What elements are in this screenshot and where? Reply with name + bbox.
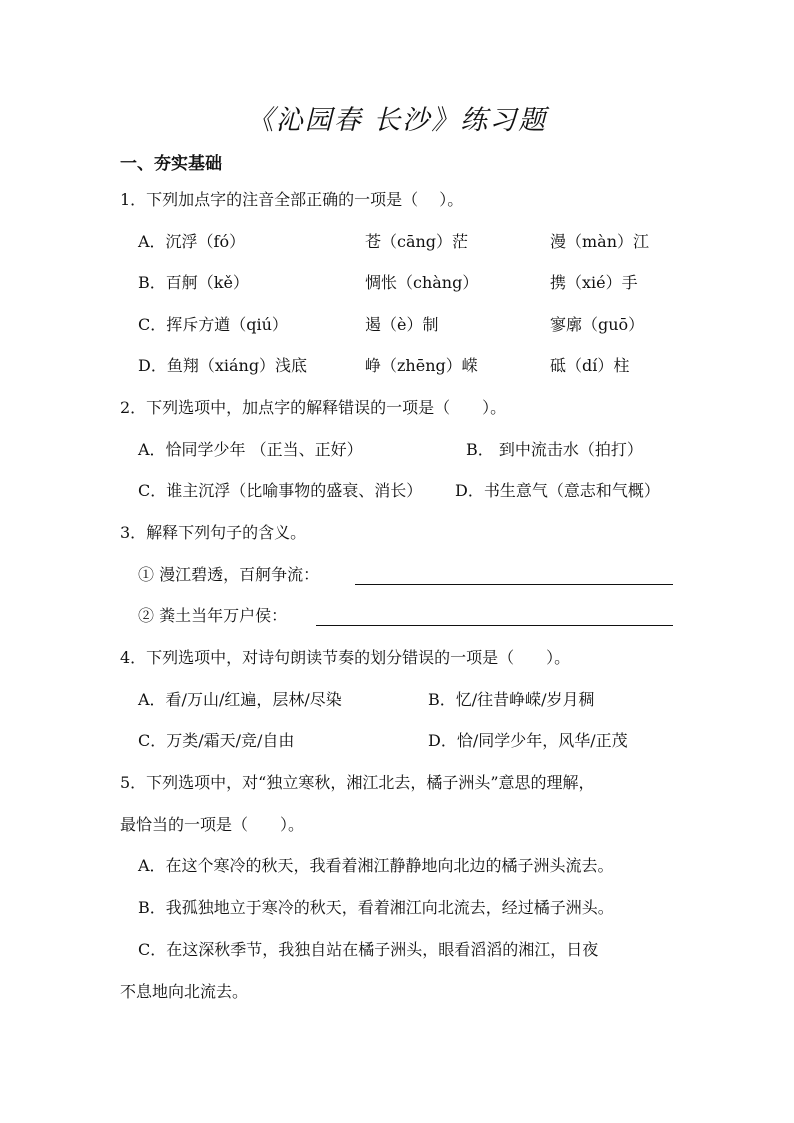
q5-option-c-line-2: 不息地向北流去。	[120, 982, 249, 1001]
question-3-stem: 3．解释下列句子的含义。	[120, 523, 307, 542]
page-title: 《沁园春 长沙》练习题	[246, 105, 548, 136]
q1-option-d-2: 峥（zhēng）嵘	[365, 356, 478, 375]
q3-answer-line-1[interactable]	[355, 566, 673, 585]
q3-sentence-1	[138, 565, 319, 585]
q3-sentence-2	[138, 606, 287, 626]
q5-option-b: B．我孤独地立于寒冷的秋天，看着湘江向北流去，经过橘子洲头。	[138, 898, 614, 917]
q1-option-b-1: B．百舸（kě）	[138, 273, 249, 292]
q4-option-b: B．忆/往昔峥嵘/岁月稠	[428, 690, 595, 709]
q2-option-b: B． 到中流击水（拍打）	[466, 440, 643, 459]
q1-option-d-3: 砥（dí）柱	[550, 356, 630, 375]
q1-option-a-3: 漫（màn）江	[550, 232, 650, 251]
q1-option-c-3: 寥廓（guō）	[550, 315, 645, 334]
q1-option-a-2: 苍（cāng）茫	[365, 232, 469, 251]
q1-option-c-2: 遏（è）制	[365, 315, 439, 334]
section-heading: 一、夯实基础	[120, 154, 222, 174]
q1-option-a-1: A．沉浮（fó）	[138, 232, 246, 251]
question-5-stem-line-1: 5．下列选项中，对“独立寒秋，湘江北去，橘子洲头”意思的理解，	[120, 773, 595, 792]
q5-option-c-line-1: C．在这深秋季节，我独自站在橘子洲头，眼看滔滔的湘江，日夜	[138, 940, 599, 959]
question-5-stem-line-2: 最恰当的一项是（ ）。	[120, 815, 305, 834]
q2-option-a: A．恰同学少年 （正当、正好）	[138, 440, 363, 459]
q1-option-b-2: 惆怅（chàng）	[365, 273, 479, 292]
q3-sentence-2-text: ② 粪土当年万户侯：	[138, 606, 288, 625]
q3-answer-line-2[interactable]	[316, 607, 673, 626]
q5-option-a: A．在这个寒冷的秋天，我看着湘江静静地向北边的橘子洲头流去。	[138, 856, 614, 875]
q4-option-d: D．恰/同学少年，风华/正茂	[428, 731, 628, 750]
question-4-stem: 4．下列选项中，对诗句朗读节奏的划分错误的一项是（ ）。	[120, 648, 571, 667]
q1-option-b-3: 携（xié）手	[550, 273, 638, 292]
question-2-stem: 2．下列选项中，加点字的解释错误的一项是（ ）。	[120, 398, 507, 417]
q2-option-c: C．谁主沉浮（比喻事物的盛衰、消长）	[138, 481, 423, 500]
q3-sentence-1-text: ① 漫江碧透，百舸争流：	[138, 565, 320, 584]
q4-option-a: A．看/万山/红遍，层林/尽染	[138, 690, 342, 709]
q4-option-c: C．万类/霜天/竞/自由	[138, 731, 295, 750]
q1-option-d-1: D．鱼翔（xiáng）浅底	[138, 356, 308, 375]
q1-option-c-1: C．挥斥方遒（qiú）	[138, 315, 288, 334]
q2-option-d: D．书生意气（意志和气概）	[455, 481, 660, 500]
question-1-stem: 1．下列加点字的注音全部正确的一项是（ ）。	[120, 190, 464, 209]
